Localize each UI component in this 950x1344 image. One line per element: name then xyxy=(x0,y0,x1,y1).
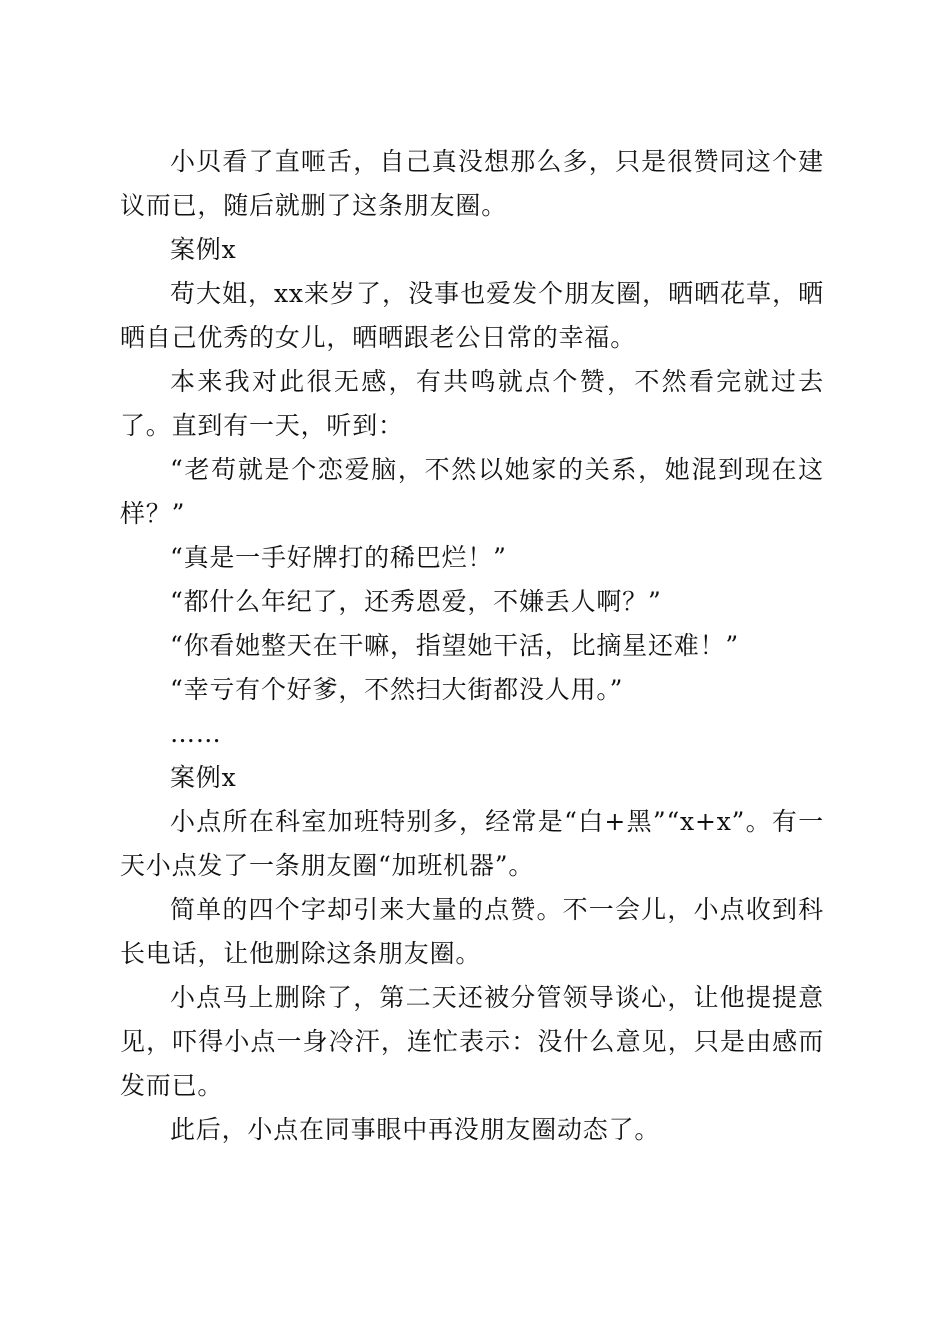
document-body xyxy=(120,140,824,1152)
quote-paragraph: “幸亏有个好爹，不然扫大街都没人用。” xyxy=(170,675,624,704)
paragraph: 苟大姐，xx来岁了，没事也爱发个朋友圈，晒晒花草，晒晒自己优秀的女儿，晒晒跟老公日常的幸福。 xyxy=(120,279,824,352)
quote-paragraph: “老苟就是个恋爱脑，不然以她家的关系，她混到现在这样？” xyxy=(120,455,824,528)
paragraph: 简单的四个字却引来大量的点赞。不一会儿，小点收到科长电话，让他删除这条朋友圈。 xyxy=(120,895,824,968)
paragraph: 此后，小点在同事眼中再没朋友圈动态了。 xyxy=(170,1115,661,1144)
section-heading: 案例x xyxy=(170,235,237,264)
ellipsis-line: …… xyxy=(170,719,222,748)
paragraph: 本来我对此很无感，有共鸣就点个赞，不然看完就过去了。直到有一天，听到： xyxy=(120,367,824,440)
quote-paragraph: “你看她整天在干嘛，指望她干活，比摘星还难！” xyxy=(170,631,739,660)
paragraph: 小贝看了直咂舌，自己真没想那么多，只是很赞同这个建议而已，随后就删了这条朋友圈。 xyxy=(120,147,824,220)
section-heading: 案例x xyxy=(170,763,237,792)
paragraph: 小点所在科室加班特别多，经常是“白+黑”“x+x”。有一天小点发了一条朋友圈“加班机器”。 xyxy=(120,807,824,880)
quote-paragraph: “真是一手好牌打的稀巴烂！” xyxy=(170,543,507,572)
quote-paragraph: “都什么年纪了，还秀恩爱，不嫌丢人啊？” xyxy=(170,587,662,616)
paragraph: 小点马上删除了，第二天还被分管领导谈心，让他提提意见，吓得小点一身冷汗，连忙表示：没什么意见，只是由感而发而已。 xyxy=(120,983,824,1100)
